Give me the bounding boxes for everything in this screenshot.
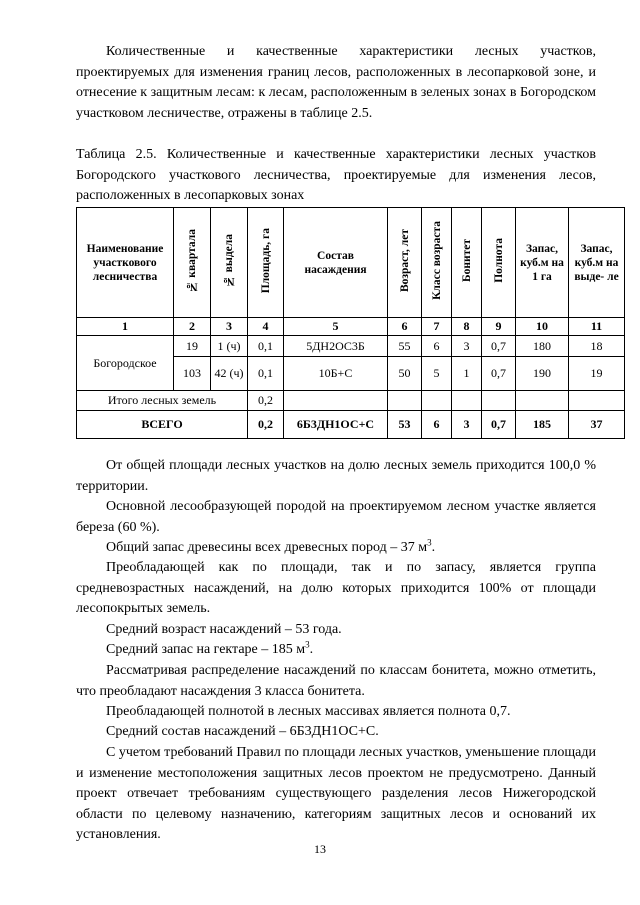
col-number: 2	[174, 318, 211, 336]
header-age: Возраст, лет	[388, 208, 422, 318]
age-cell: 55	[388, 336, 422, 357]
stock-plot-cell: 18	[569, 336, 625, 357]
col-number: 3	[211, 318, 248, 336]
grand-total-bonitet: 3	[452, 411, 482, 439]
header-area: Площадь, га	[248, 208, 284, 318]
forestry-name-cell: Богородское	[77, 336, 174, 391]
grand-total-density: 0,7	[482, 411, 516, 439]
paragraph-total-stock: Общий запас древесины всех древесных пород – 37 $м^3$.	[106, 537, 436, 555]
paragraph-density: Преобладающей полнотой в лесных массивах является полнота 0,7.	[106, 704, 511, 719]
table-row	[77, 336, 625, 357]
grand-total-age-class: 6	[422, 411, 452, 439]
grand-total-area: 0,2	[248, 411, 284, 439]
header-density: Полнота	[482, 208, 516, 318]
forest-total-row	[77, 391, 625, 411]
age-class-cell: 6	[422, 336, 452, 357]
col-number: 1	[77, 318, 174, 336]
paragraph-average-age: Средний возраст насаждений – 53 года.	[106, 622, 342, 637]
col-number: 11	[569, 318, 625, 336]
header-block: № квартала	[174, 208, 211, 318]
block-cell: 103	[174, 357, 211, 391]
composition-cell: 10Б+С	[284, 357, 388, 391]
area-cell: 0,1	[248, 336, 284, 357]
age-cell: 50	[388, 357, 422, 391]
header-bonitet: Бонитет	[452, 208, 482, 318]
paragraph-conclusion: С учетом требований Правил по площади лесных участков, уменьшение площади и изменение местоположения защитных лесов проектом не предусмотрено. Данный проект отвечает требованиям существующего разделения лесов Нижегородской области по целевому назначению, категориям защитных лесов и оснований их установления.	[76, 745, 596, 842]
col-number: 9	[482, 318, 516, 336]
header-age-class: Класс возраста	[422, 208, 452, 318]
forest-total-label: Итого лесных земель	[77, 391, 248, 411]
grand-total-composition: 6Б3ДН1ОС+С	[284, 411, 388, 439]
column-number-row	[77, 318, 625, 336]
stock-per-ha-cell: 190	[516, 357, 569, 391]
col-number: 4	[248, 318, 284, 336]
grand-total-age: 53	[388, 411, 422, 439]
forest-characteristics-table	[76, 207, 625, 439]
header-composition: Состав насаждения	[284, 208, 388, 318]
density-cell: 0,7	[482, 357, 516, 391]
stock-plot-cell: 19	[569, 357, 625, 391]
header-stock-per-ha: Запас, куб.м на 1 га	[516, 208, 569, 318]
density-cell: 0,7	[482, 336, 516, 357]
block-cell: 19	[174, 336, 211, 357]
area-cell: 0,1	[248, 357, 284, 391]
plot-cell: 42 (ч)	[211, 357, 248, 391]
grand-total-stock-plot: 37	[569, 411, 625, 439]
paragraph-land-share: От общей площади лесных участков на долю лесных земель приходится 100,0 % территории.	[76, 458, 596, 494]
header-name: Наименование участкового лесничества	[77, 208, 174, 318]
col-number: 6	[388, 318, 422, 336]
header-plot: № выдела	[211, 208, 248, 318]
col-number: 7	[422, 318, 452, 336]
plot-cell: 1 (ч)	[211, 336, 248, 357]
paragraph-age-group: Преобладающей как по площади, так и по запасу, является группа средневозрастных насаждений, на долю которых приходится 100% от площади лесопокрытых земель.	[76, 560, 596, 616]
age-class-cell: 5	[422, 357, 452, 391]
stock-per-ha-cell: 180	[516, 336, 569, 357]
forest-total-area: 0,2	[248, 391, 284, 411]
paragraph-main-species: Основной лесообразующей породой на проектируемом лесном участке является береза (60 %).	[76, 499, 596, 535]
bonitet-cell: 3	[452, 336, 482, 357]
table-header-row	[77, 208, 625, 318]
paragraph-bonitet: Рассматривая распределение насаждений по классам бонитета, можно отметить, что преобладают насаждения 3 класса бонитета.	[76, 663, 596, 699]
col-number: 10	[516, 318, 569, 336]
header-stock-plot: Запас, куб.м на выде- ле	[569, 208, 625, 318]
table-caption: Таблица 2.5. Количественные и качественные характеристики лесных участков Богородского участкового лесничества, проектируемые для изменения лесов, расположенных в лесопарковых зонах	[76, 147, 596, 203]
intro-paragraph: Количественные и качественные характеристики лесных участков, проектируемых для изменения границ лесов, расположенных в лесопарковой зоне, и отнесение к защитным лесам: к лесам, расположенным в зеленых зонах в Богородском участковом лесничестве, отражены в таблице 2.5.	[76, 44, 596, 121]
page-number: 13	[314, 842, 326, 856]
col-number: 5	[284, 318, 388, 336]
col-number: 8	[452, 318, 482, 336]
composition-cell: 5ДН2ОС3Б	[284, 336, 388, 357]
grand-total-row	[77, 411, 625, 439]
grand-total-stock-per-ha: 185	[516, 411, 569, 439]
bonitet-cell: 1	[452, 357, 482, 391]
grand-total-label: ВСЕГО	[77, 411, 248, 439]
paragraph-stock-per-ha: Средний запас на гектаре – 185 $м^3$.	[106, 639, 314, 657]
paragraph-composition: Средний состав насаждений – 6Б3ДН1ОС+С.	[106, 724, 379, 739]
